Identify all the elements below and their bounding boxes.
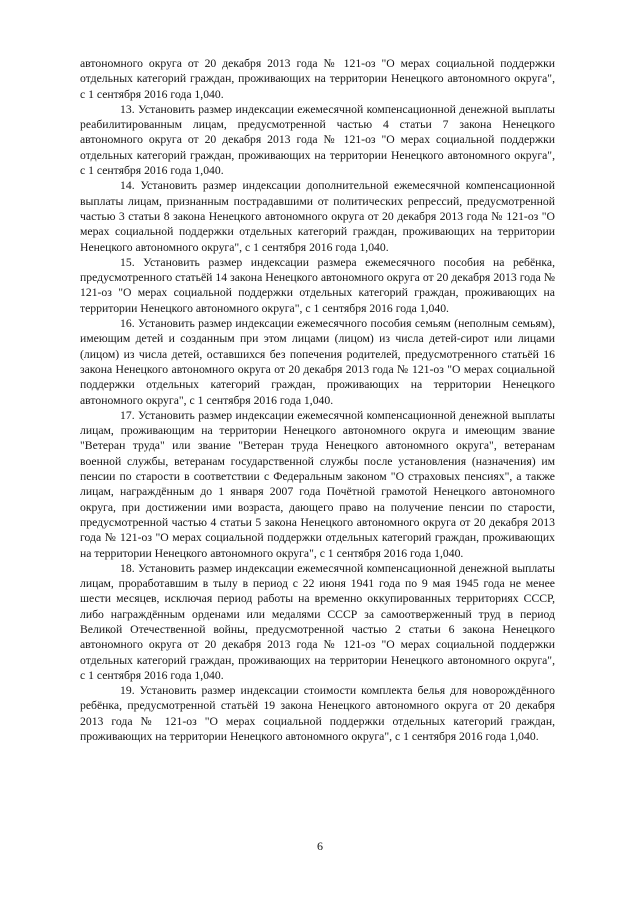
paragraph-13: 13. Установить размер индексации ежемесячной компенсационной денежной выплаты реабилитированным лицам, предусмотренной частью 4 статьи 7 закона Ненецкого автономного округа от 20 декабря 2013 года № 121-оз "О мерах социальной поддержки отдельных категорий граждан, проживающих на территории Ненецкого автономного округа", с 1 сентября 2016 года 1,040. (80, 102, 555, 178)
paragraph-17: 17. Установить размер индексации ежемесячной компенсационной денежной выплаты лицам, проживающим на территории Ненецкого автономного округа и имеющим звание "Ветеран труда" или звание "Ветеран труда Ненецкого автономного округа", ветеранам военной службы, ветеранам государственной службы после установления (назначения) им пенсии по старости в соответствии с Федеральным законом "О страховых пенсиях", а также лицам, награждённым до 1 января 2007 года Почётной грамотой Ненецкого автономного округа, при достижении ими возраста, дающего право на получение пенсии по старости, предусмотренной частью 4 статьи 5 закона Ненецкого автономного округа от 20 декабря 2013 года № 121-оз "О мерах социальной поддержки отдельных категорий граждан, проживающих на территории Ненецкого автономного округа", с 1 сентября 2016 года 1,040. (80, 408, 555, 560)
paragraph-14: 14. Установить размер индексации дополнительной ежемесячной компенсационной выплаты лицам, признанным пострадавшими от политических репрессий, предусмотренной частью 3 статьи 8 закона Ненецкого автономного округа от 20 декабря 2013 года № 121-оз "О мерах социальной поддержки отдельных категорий граждан, проживающих на территории Ненецкого автономного округа", с 1 сентября 2016 года 1,040. (80, 179, 555, 254)
page-number: 6 (317, 839, 323, 853)
document-body (80, 56, 555, 744)
paragraph-16: 16. Установить размер индексации ежемесячного пособия семьям (неполным семьям), имеющим детей и созданным при этом лицами (лицом) из числа детей-сирот или лицами (лицом) из числа детей, оставшихся без попечения родителей, предусмотренного статьёй 16 закона Ненецкого автономного округа от 20 декабря 2013 года № 121-оз "О мерах социальной поддержки отдельных категорий граждан, проживающих на территории Ненецкого автономного округа", с 1 сентября 2016 года 1,040. (80, 317, 555, 407)
paragraph-18: 18. Установить размер индексации ежемесячной компенсационной денежной выплаты лицам, проработавшим в тылу в период с 22 июня 1941 года по 9 мая 1945 года не менее шести месяцев, исключая период работы на временно оккупированных территориях СССР, либо награждённым орденами или медалями СССР за самоотверженный труд в период Великой Отечественной войны, предусмотренной частью 2 статьи 6 закона Ненецкого автономного округа от 20 декабря 2013 года № 121-оз "О мерах социальной поддержки отдельных категорий граждан, проживающих на территории Ненецкого автономного округа", с 1 сентября 2016 года 1,040. (80, 561, 555, 682)
paragraph-continuation: автономного округа от 20 декабря 2013 года № 121-оз "О мерах социальной поддержки отдельных категорий граждан, проживающих на территории Ненецкого автономного округа", с 1 сентября 2016 года 1,040. (80, 57, 555, 101)
paragraph-19: 19. Установить размер индексации стоимости комплекта белья для новорождённого ребёнка, предусмотренной статьёй 19 закона Ненецкого автономного округа от 20 декабря 2013 года № 121-оз "О мерах социальной поддержки отдельных категорий граждан, проживающих на территории Ненецкого автономного округа", с 1 сентября 2016 года 1,040. (80, 684, 555, 744)
paragraph-15: 15. Установить размер индексации размера ежемесячного пособия на ребёнка, предусмотренного статьёй 14 закона Ненецкого автономного округа от 20 декабря 2013 года № 121-оз "О мерах социальной поддержки отдельных категорий граждан, проживающих на территории Ненецкого автономного округа", с 1 сентября 2016 года 1,040. (80, 255, 555, 315)
